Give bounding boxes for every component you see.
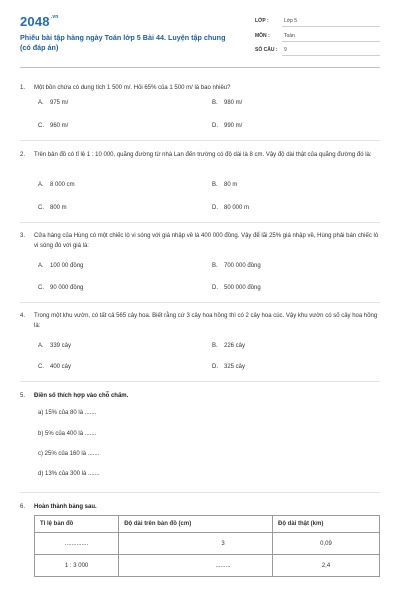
q4-option-c[interactable] bbox=[38, 364, 71, 370]
q2-option-d[interactable] bbox=[212, 205, 249, 211]
question-number: 2. bbox=[20, 152, 26, 158]
table-cell-blank[interactable]: ......... bbox=[119, 555, 273, 577]
question-number: 5. bbox=[20, 393, 26, 399]
document-title: Phiếu bài tập hàng ngày Toán lớp 5 Bài 44. Luyện tập chung (có đáp án) bbox=[20, 33, 226, 52]
option-text: 700 000 đồng bbox=[224, 263, 261, 269]
option-text: 339 cây bbox=[50, 343, 72, 349]
q3-option-b[interactable] bbox=[212, 263, 261, 269]
option-text: 90 000 đồng bbox=[50, 285, 84, 291]
divider bbox=[282, 41, 380, 42]
meta-subject-value: Toán bbox=[284, 33, 295, 39]
option-text: 80 m bbox=[224, 182, 238, 188]
q3-option-d[interactable] bbox=[212, 285, 261, 291]
q3-option-c[interactable] bbox=[38, 285, 83, 291]
option-text: 325 cây bbox=[224, 364, 246, 370]
question-text: Hoàn thành bảng sau. bbox=[34, 504, 97, 510]
q1-option-c[interactable] bbox=[38, 123, 68, 129]
q3-option-a[interactable] bbox=[38, 263, 83, 269]
option-text: 80 000 m bbox=[224, 205, 250, 211]
q2-option-b[interactable] bbox=[212, 182, 237, 188]
option-label: C. bbox=[38, 123, 44, 129]
option-label: C. bbox=[38, 285, 44, 291]
meta-class-key: LỚP : bbox=[255, 18, 269, 24]
question-text: Một bồn chứa có dung tích 1 500 m/. Hỏi 65% của 1 500 m/ là bao nhiêu? bbox=[34, 85, 231, 91]
option-label: B. bbox=[212, 263, 218, 269]
meta-count-key: SỐ CÂU : bbox=[255, 47, 278, 53]
option-text: 960 m/ bbox=[50, 123, 69, 129]
divider bbox=[282, 55, 380, 56]
fill-item-a[interactable]: a) 15% của 80 là ....... bbox=[38, 410, 97, 416]
meta-class bbox=[255, 15, 380, 27]
q4-option-b[interactable] bbox=[212, 343, 245, 349]
table-cell-blank[interactable]: .............. bbox=[35, 533, 119, 555]
table-header: Độ dài trên bản đồ (cm) bbox=[119, 516, 273, 533]
q4-option-a[interactable] bbox=[38, 343, 71, 349]
option-text: 400 cây bbox=[50, 364, 72, 370]
divider bbox=[20, 492, 380, 493]
q1-option-d[interactable] bbox=[212, 123, 242, 129]
divider bbox=[20, 140, 380, 141]
logo-suffix: .vn bbox=[50, 14, 59, 20]
site-logo[interactable] bbox=[20, 14, 59, 29]
option-label: D. bbox=[212, 205, 218, 211]
fill-item-d[interactable]: d) 13% của 300 là ....... bbox=[38, 471, 100, 477]
fill-item-b[interactable]: b) 5% của 400 là ....... bbox=[38, 431, 97, 437]
option-text: 226 cây bbox=[224, 343, 246, 349]
fill-item-c[interactable]: c) 25% của 160 là ....... bbox=[38, 451, 100, 457]
option-label: B. bbox=[212, 182, 218, 188]
table-cell: 2,4 bbox=[273, 555, 380, 577]
option-label: A. bbox=[38, 263, 44, 269]
option-text: 8 000 cm bbox=[50, 182, 75, 188]
option-label: C. bbox=[38, 205, 44, 211]
question-number: 3. bbox=[20, 233, 26, 239]
question-number: 1. bbox=[20, 85, 26, 91]
meta-subject bbox=[255, 30, 380, 42]
option-label: B. bbox=[212, 343, 218, 349]
q2-option-a[interactable] bbox=[38, 182, 75, 188]
q1-option-a[interactable] bbox=[38, 100, 68, 106]
header-divider bbox=[20, 67, 380, 68]
q4-option-d[interactable] bbox=[212, 364, 245, 370]
option-label: C. bbox=[38, 364, 44, 370]
option-label: A. bbox=[38, 182, 44, 188]
option-text: 975 m/ bbox=[50, 100, 69, 106]
question-text: Trên bản đồ có tỉ lệ 1 : 10 000, quãng đường từ nhà Lan đến trường có độ dài là 8 cm. Vậy độ dài thật của quãng đường đó là: bbox=[34, 152, 372, 158]
table-header: Độ dài thật (km) bbox=[273, 516, 380, 533]
divider bbox=[20, 222, 380, 223]
divider bbox=[282, 26, 380, 27]
table-cell: 3 bbox=[119, 533, 273, 555]
ratio-table bbox=[34, 515, 380, 577]
table-cell: 1 : 3 000 bbox=[35, 555, 119, 577]
question-text: Trong một khu vườn, có tất cả 565 cây hoa. Biết rằng cứ 3 cây hoa hồng thì có 2 cây hoa cúc. Vậy khu vườn có số cây hoa hồng là: bbox=[34, 313, 378, 329]
option-text: 100 00 đồng bbox=[50, 263, 84, 269]
table-cell: 0,09 bbox=[273, 533, 380, 555]
logo-text: 2048 bbox=[20, 14, 50, 29]
option-label: B. bbox=[212, 100, 218, 106]
option-label: D. bbox=[212, 285, 218, 291]
table-header: Tỉ lệ bản đồ bbox=[35, 516, 119, 533]
option-label: D. bbox=[212, 123, 218, 129]
table-row bbox=[35, 533, 380, 555]
option-label: A. bbox=[38, 100, 44, 106]
meta-class-value: Lớp 5 bbox=[284, 18, 298, 24]
option-label: A. bbox=[38, 343, 44, 349]
q1-option-b[interactable] bbox=[212, 100, 242, 106]
q2-option-c[interactable] bbox=[38, 205, 67, 211]
question-text: Cửa hàng của Hùng có một chiếc lò vi sóng với giá nhập về là 400 000 đồng. Vậy để lãi 25% giá nhập về, Hùng phải bán chiếc lò vi sóng đó với giá là: bbox=[34, 233, 379, 249]
divider bbox=[20, 302, 380, 303]
question-text: Điền số thích hợp vào chỗ chấm. bbox=[34, 393, 129, 399]
question-number: 4. bbox=[20, 313, 26, 319]
table-row bbox=[35, 555, 380, 577]
divider bbox=[20, 381, 380, 382]
option-text: 980 m/ bbox=[224, 100, 243, 106]
option-text: 990 m/ bbox=[224, 123, 243, 129]
meta-count-value: 9 bbox=[284, 47, 287, 53]
question-number: 6. bbox=[20, 504, 26, 510]
table-header-row bbox=[35, 516, 380, 533]
option-label: D. bbox=[212, 364, 218, 370]
meta-subject-key: MÔN : bbox=[255, 33, 270, 39]
meta-question-count bbox=[255, 44, 380, 56]
option-text: 500 000 đồng bbox=[224, 285, 261, 291]
option-text: 800 m bbox=[50, 205, 67, 211]
